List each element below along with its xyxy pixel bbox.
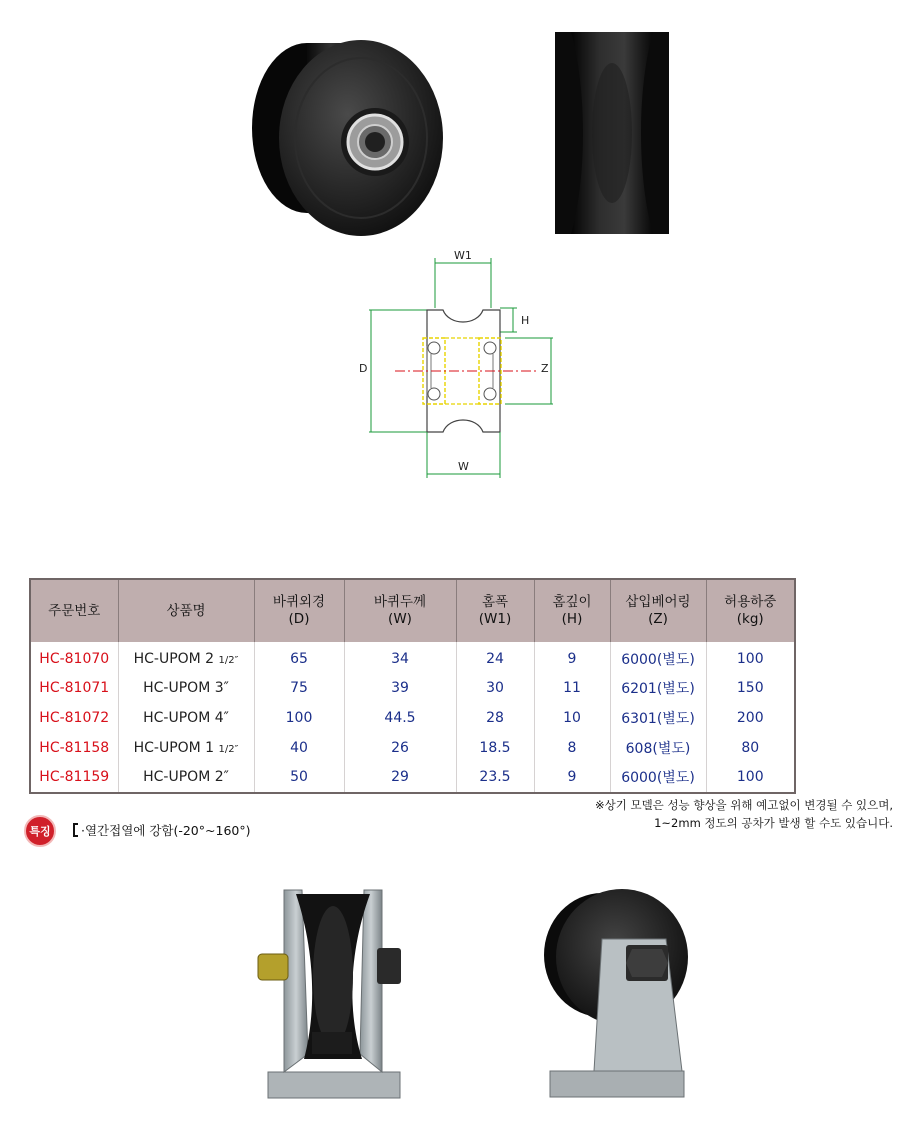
cell-bearing: 6201(별도) [610,674,706,704]
disclaimer-line-1: ※상기 모델은 성능 향상을 위해 예고없이 변경될 수 있으며, [594,798,893,812]
cell-bearing: 6000(별도) [610,642,706,674]
cell-thickness: 34 [344,642,456,674]
cell-order-number: HC-81158 [30,733,118,763]
cell-thickness: 44.5 [344,703,456,733]
cell-model: HC-UPOM 2″ [118,762,254,793]
header-bearing: 삽입베어링 (Z) [610,579,706,642]
cell-groove-depth: 11 [534,674,610,704]
cell-groove-width: 18.5 [456,733,534,763]
dimension-diagram [355,246,570,482]
cell-thickness: 26 [344,733,456,763]
header-groove-depth: 홈깊이 (H) [534,579,610,642]
label-w: W [458,460,469,473]
cell-groove-width: 24 [456,642,534,674]
table-row [30,642,795,674]
cell-diameter: 100 [254,703,344,733]
header-groove-width: 홈폭 (W1) [456,579,534,642]
cell-bearing: 6000(별도) [610,762,706,793]
label-h: H [521,314,530,327]
caster-photo-angled [532,885,704,1103]
table-header-row [30,579,795,642]
wheel-photo-angled [245,28,445,246]
cell-bearing: 6301(별도) [610,703,706,733]
cell-load: 150 [736,680,764,697]
wheel-photo-side [547,28,677,238]
cell-groove-depth: 9 [534,642,610,674]
caster-photo-front [244,884,410,1104]
header-product-name: 상품명 [118,579,254,642]
cell-groove-depth: 9 [534,762,610,793]
cell-groove-depth: 8 [534,733,610,763]
table-row [30,733,795,763]
cell-thickness: 29 [344,762,456,793]
cell-order-number: HC-81070 [30,642,118,674]
cell-diameter: 65 [254,642,344,674]
cell-groove-width: 28 [456,703,534,733]
cell-order-number: HC-81071 [30,674,118,704]
label-w1: W1 [454,249,472,262]
spec-table [29,578,796,794]
cell-order-number: HC-81072 [30,703,118,733]
cell-diameter: 50 [254,762,344,793]
cell-model: HC-UPOM 4″ [118,703,254,733]
cell-model: HC-UPOM 2 1/2″ [118,642,254,674]
cell-load: 100 [736,650,764,667]
header-wheel-diameter: 바퀴외경 (D) [254,579,344,642]
bracket-icon [73,823,78,837]
cell-load: 80 [741,739,760,756]
label-d: D [359,362,368,375]
header-wheel-thickness: 바퀴두께 (W) [344,579,456,642]
cell-model: HC-UPOM 3″ [118,674,254,704]
disclaimer-line-2: 1~2mm 정도의 공차가 발생 할 수도 있습니다. [654,816,893,830]
cell-model: HC-UPOM 1 1/2″ [118,733,254,763]
cell-load: 100 [736,769,764,786]
feature-text: ·열간접열에 강함(-20°~160°) [81,823,251,838]
table-row [30,762,795,793]
table-row [30,674,795,704]
cell-order-number: HC-81159 [30,762,118,793]
header-load-capacity: 허용하중 (kg) [706,579,795,642]
table-row [30,703,795,733]
cell-groove-depth: 10 [534,703,610,733]
cell-diameter: 40 [254,733,344,763]
cell-diameter: 75 [254,674,344,704]
feature-badge: 특징 [24,815,56,847]
cell-bearing: 608(별도) [610,733,706,763]
label-z: Z [541,362,549,375]
cell-thickness: 39 [344,674,456,704]
cell-groove-width: 30 [456,674,534,704]
header-order-number: 주문번호 [30,579,118,642]
cell-load: 200 [736,709,764,726]
cell-groove-width: 23.5 [456,762,534,793]
